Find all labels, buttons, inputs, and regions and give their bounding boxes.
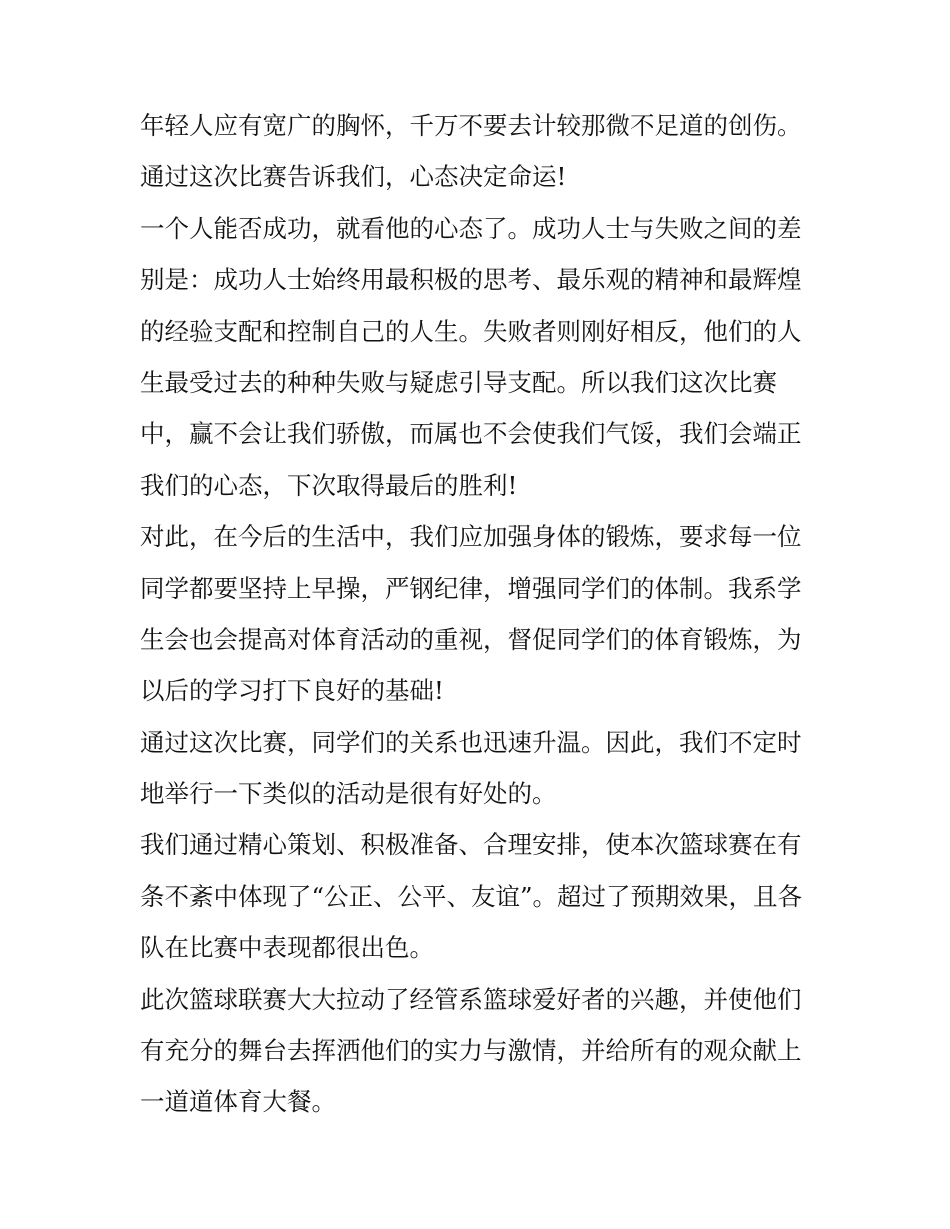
text-line: 别是：成功人士始终用最积极的思考、最乐观的精神和最辉煌 [140,265,802,295]
text-line: 对此，在今后的生活中，我们应加强身体的锻炼，要求每一位 [140,522,802,552]
text-line: 此次篮球联赛大大拉动了经管系篮球爱好者的兴趣，并使他们 [140,984,802,1014]
text-line: 生最受过去的种种失败与疑虑引导支配。所以我们这次比赛 [140,367,777,397]
document-body [140,100,820,1128]
text-line: 我们通过精心策划、积极准备、合理安排，使本次篮球赛在有 [140,830,802,860]
text-line: 以后的学习打下良好的基础! [140,676,444,706]
text-line: 一道道体育大餐。 [140,1087,336,1117]
text-line: 队在比赛中表现都很出色。 [140,933,434,963]
text-line: 生会也会提高对体育活动的重视，督促同学们的体育锻炼，为 [140,624,802,654]
text-line: 的经验支配和控制自己的人生。失败者则刚好相反，他们的人 [140,316,802,346]
text-line: 我们的心态，下次取得最后的胜利! [140,470,518,500]
text-line: 一个人能否成功，就看他的心态了。成功人士与失败之间的差 [140,213,802,243]
text-line: 通过这次比赛，同学们的关系也迅速升温。因此，我们不定时 [140,727,802,757]
text-line: 有充分的舞台去挥洒他们的实力与激情，并给所有的观众献上 [140,1036,802,1066]
text-line: 条不紊中体现了“公正、公平、友谊”。超过了预期效果，且各 [140,881,803,911]
text-line: 同学都要坚持上早操，严钢纪律，增强同学们的体制。我系学 [140,573,802,603]
text-line: 年轻人应有宽广的胸怀，千万不要去计较那微不足道的创伤。 [140,111,802,140]
text-line: 通过这次比赛告诉我们，心态决定命运! [140,162,567,192]
text-line: 地举行一下类似的活动是很有好处的。 [140,779,557,809]
text-line: 中，赢不会让我们骄傲，而属也不会使我们气馁，我们会端正 [140,419,802,449]
